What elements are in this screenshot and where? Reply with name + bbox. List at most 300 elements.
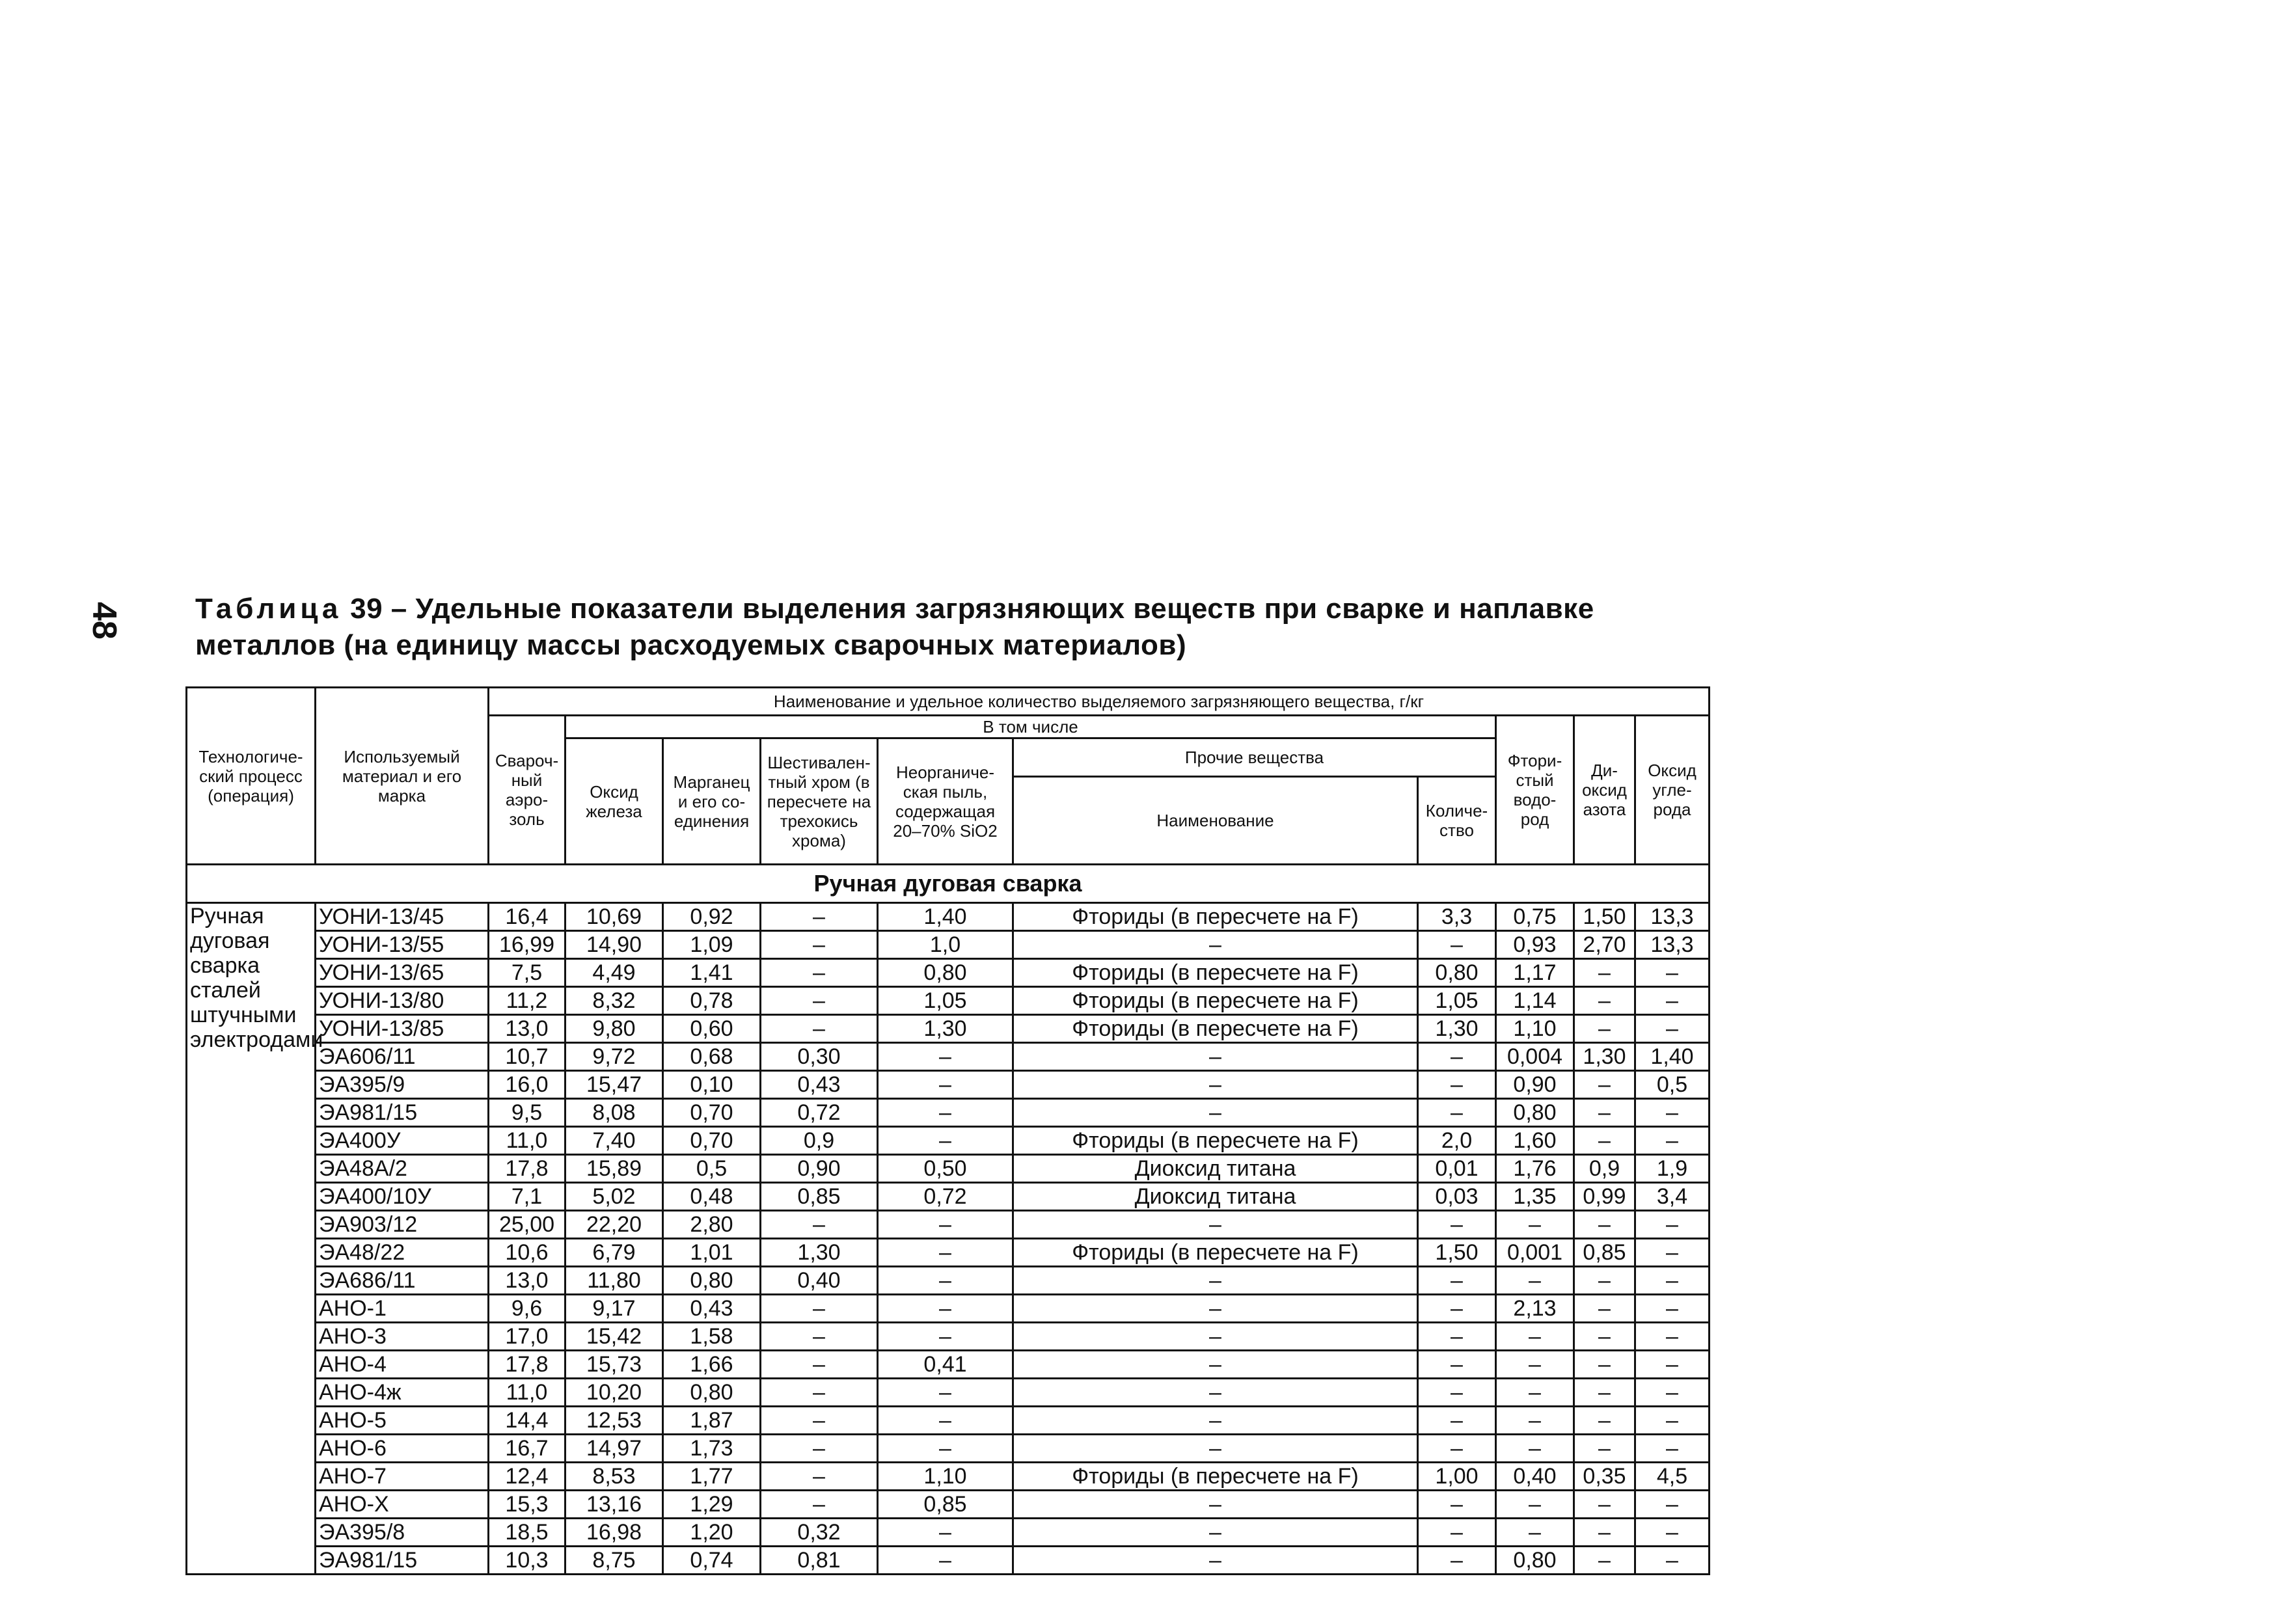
cell-other-qty: 1,30 xyxy=(1418,1015,1496,1043)
cell-hf: – xyxy=(1496,1491,1574,1519)
table-row xyxy=(187,1099,1710,1127)
header-dust: Неорганиче-ская пыль, содержащая 20–70% SiO2 xyxy=(878,738,1013,865)
section-heading: Ручная дуговая сварка xyxy=(187,865,1710,903)
cell-other-name: – xyxy=(1013,1211,1418,1239)
cell-hf: 0,80 xyxy=(1496,1099,1574,1127)
cell-dust: – xyxy=(878,1099,1013,1127)
cell-dust: 1,05 xyxy=(878,987,1013,1015)
table-row xyxy=(187,1211,1710,1239)
cell-co: – xyxy=(1635,1323,1710,1351)
table-row xyxy=(187,1547,1710,1575)
cell-dust: 0,50 xyxy=(878,1155,1013,1183)
cell-chromium: 0,30 xyxy=(761,1043,878,1071)
cell-other-name: Фториды (в пересчете на F) xyxy=(1013,1015,1418,1043)
cell-dust: – xyxy=(878,1043,1013,1071)
cell-hf: – xyxy=(1496,1267,1574,1295)
cell-co: – xyxy=(1635,1099,1710,1127)
cell-welding-aerosol: 10,7 xyxy=(489,1043,566,1071)
cell-no2: – xyxy=(1574,1323,1635,1351)
emissions-table xyxy=(185,686,1710,1575)
cell-no2: – xyxy=(1574,1351,1635,1379)
cell-manganese: 0,78 xyxy=(663,987,761,1015)
cell-hf: 1,14 xyxy=(1496,987,1574,1015)
cell-no2: 1,30 xyxy=(1574,1043,1635,1071)
cell-other-qty: 0,80 xyxy=(1418,959,1496,987)
cell-dust: 0,72 xyxy=(878,1183,1013,1211)
cell-dust: – xyxy=(878,1267,1013,1295)
cell-manganese: 0,48 xyxy=(663,1183,761,1211)
cell-welding-aerosol: 12,4 xyxy=(489,1463,566,1491)
cell-chromium: – xyxy=(761,1323,878,1351)
header-other-name: Наименование xyxy=(1013,777,1418,865)
cell-hf: 1,35 xyxy=(1496,1183,1574,1211)
cell-chromium: – xyxy=(761,1491,878,1519)
cell-manganese: 1,41 xyxy=(663,959,761,987)
header-process: Технологиче-ский процесс (операция) xyxy=(187,688,316,865)
cell-dust: 0,85 xyxy=(878,1491,1013,1519)
cell-hf: – xyxy=(1496,1407,1574,1435)
cell-manganese: 1,77 xyxy=(663,1463,761,1491)
header-co: Оксид угле-рода xyxy=(1635,716,1710,865)
header-group: Наименование и удельное количество выделяемого загрязняющего вещества, г/кг xyxy=(489,688,1710,716)
cell-hf: – xyxy=(1496,1351,1574,1379)
cell-welding-aerosol: 9,5 xyxy=(489,1099,566,1127)
cell-other-name: – xyxy=(1013,931,1418,959)
cell-co: – xyxy=(1635,1211,1710,1239)
cell-dust: – xyxy=(878,1239,1013,1267)
cell-hf: 0,40 xyxy=(1496,1463,1574,1491)
table-title-line2: металлов (на единицу массы расходуемых сварочных материалов) xyxy=(195,629,1187,661)
cell-co: – xyxy=(1635,1435,1710,1463)
cell-material: ЭА395/9 xyxy=(316,1071,489,1099)
cell-material: АНО-Х xyxy=(316,1491,489,1519)
cell-co: – xyxy=(1635,1379,1710,1407)
cell-other-qty: – xyxy=(1418,1351,1496,1379)
cell-manganese: 1,73 xyxy=(663,1435,761,1463)
cell-manganese: 0,5 xyxy=(663,1155,761,1183)
cell-hf: – xyxy=(1496,1519,1574,1547)
cell-iron-oxide: 15,42 xyxy=(566,1323,663,1351)
cell-welding-aerosol: 17,0 xyxy=(489,1323,566,1351)
cell-iron-oxide: 13,16 xyxy=(566,1491,663,1519)
cell-manganese: 1,87 xyxy=(663,1407,761,1435)
cell-iron-oxide: 6,79 xyxy=(566,1239,663,1267)
cell-iron-oxide: 9,17 xyxy=(566,1295,663,1323)
cell-welding-aerosol: 14,4 xyxy=(489,1407,566,1435)
header-no2: Ди-оксид азота xyxy=(1574,716,1635,865)
cell-material: ЭА48/22 xyxy=(316,1239,489,1267)
cell-hf: 0,75 xyxy=(1496,903,1574,931)
cell-welding-aerosol: 11,0 xyxy=(489,1379,566,1407)
table-row xyxy=(187,1351,1710,1379)
header-other-qty: Количе-ство xyxy=(1418,777,1496,865)
table-row xyxy=(187,1435,1710,1463)
cell-manganese: 1,66 xyxy=(663,1351,761,1379)
cell-material: АНО-1 xyxy=(316,1295,489,1323)
table-row xyxy=(187,1491,1710,1519)
cell-other-name: – xyxy=(1013,1379,1418,1407)
cell-no2: – xyxy=(1574,1407,1635,1435)
cell-welding-aerosol: 15,3 xyxy=(489,1491,566,1519)
cell-other-name: – xyxy=(1013,1491,1418,1519)
cell-welding-aerosol: 13,0 xyxy=(489,1015,566,1043)
table-row xyxy=(187,1379,1710,1407)
cell-no2: – xyxy=(1574,1267,1635,1295)
table-row xyxy=(187,931,1710,959)
cell-chromium: – xyxy=(761,931,878,959)
cell-manganese: 0,43 xyxy=(663,1295,761,1323)
cell-chromium: – xyxy=(761,987,878,1015)
cell-no2: – xyxy=(1574,1491,1635,1519)
cell-other-qty: – xyxy=(1418,1379,1496,1407)
cell-co: – xyxy=(1635,1267,1710,1295)
cell-dust: – xyxy=(878,1407,1013,1435)
cell-no2: 0,99 xyxy=(1574,1183,1635,1211)
cell-dust: 1,10 xyxy=(878,1463,1013,1491)
cell-other-qty: 1,05 xyxy=(1418,987,1496,1015)
cell-material: УОНИ-13/65 xyxy=(316,959,489,987)
cell-material: ЭА400У xyxy=(316,1127,489,1155)
cell-chromium: – xyxy=(761,1211,878,1239)
cell-material: ЭА686/11 xyxy=(316,1267,489,1295)
cell-iron-oxide: 22,20 xyxy=(566,1211,663,1239)
cell-dust: 0,41 xyxy=(878,1351,1013,1379)
cell-iron-oxide: 11,80 xyxy=(566,1267,663,1295)
cell-chromium: – xyxy=(761,1295,878,1323)
cell-co: – xyxy=(1635,959,1710,987)
cell-no2: – xyxy=(1574,1379,1635,1407)
cell-chromium: 0,90 xyxy=(761,1155,878,1183)
cell-manganese: 1,58 xyxy=(663,1323,761,1351)
cell-material: УОНИ-13/55 xyxy=(316,931,489,959)
cell-hf: 0,80 xyxy=(1496,1547,1574,1575)
table-row xyxy=(187,1463,1710,1491)
cell-other-qty: – xyxy=(1418,1211,1496,1239)
cell-dust: – xyxy=(878,1323,1013,1351)
cell-welding-aerosol: 10,3 xyxy=(489,1547,566,1575)
cell-dust: – xyxy=(878,1071,1013,1099)
table-row xyxy=(187,1407,1710,1435)
cell-co: – xyxy=(1635,1295,1710,1323)
cell-welding-aerosol: 10,6 xyxy=(489,1239,566,1267)
cell-co: 3,4 xyxy=(1635,1183,1710,1211)
cell-iron-oxide: 15,89 xyxy=(566,1155,663,1183)
cell-other-qty: – xyxy=(1418,1435,1496,1463)
cell-hf: 0,90 xyxy=(1496,1071,1574,1099)
table-title xyxy=(195,591,1666,664)
cell-no2: – xyxy=(1574,1547,1635,1575)
table-row xyxy=(187,1071,1710,1099)
cell-co: – xyxy=(1635,1127,1710,1155)
cell-other-qty: – xyxy=(1418,931,1496,959)
cell-co: – xyxy=(1635,1491,1710,1519)
cell-iron-oxide: 4,49 xyxy=(566,959,663,987)
cell-other-qty: – xyxy=(1418,1099,1496,1127)
cell-other-qty: 0,03 xyxy=(1418,1183,1496,1211)
cell-other-qty: 0,01 xyxy=(1418,1155,1496,1183)
cell-chromium: – xyxy=(761,1463,878,1491)
table-title-label: Таблица xyxy=(195,593,342,625)
cell-material: ЭА981/15 xyxy=(316,1099,489,1127)
cell-chromium: 1,30 xyxy=(761,1239,878,1267)
cell-other-qty: – xyxy=(1418,1491,1496,1519)
cell-material: ЭА606/11 xyxy=(316,1043,489,1071)
cell-co: – xyxy=(1635,1547,1710,1575)
header-iron-oxide: Оксид железа xyxy=(566,738,663,865)
page-number: 48 xyxy=(85,602,123,640)
cell-co: 0,5 xyxy=(1635,1071,1710,1099)
header-material: Используемый материал и его марка xyxy=(316,688,489,865)
cell-hf: – xyxy=(1496,1379,1574,1407)
cell-other-name: – xyxy=(1013,1323,1418,1351)
cell-other-name: Фториды (в пересчете на F) xyxy=(1013,1463,1418,1491)
table-body xyxy=(187,865,1710,1575)
cell-other-qty: 1,50 xyxy=(1418,1239,1496,1267)
cell-chromium: – xyxy=(761,1015,878,1043)
table-row xyxy=(187,1267,1710,1295)
cell-dust: – xyxy=(878,1435,1013,1463)
cell-other-name: Фториды (в пересчете на F) xyxy=(1013,1127,1418,1155)
cell-hf: – xyxy=(1496,1435,1574,1463)
header-welding-aerosol: Свароч-ный аэро-золь xyxy=(489,716,566,865)
cell-chromium: – xyxy=(761,1435,878,1463)
cell-iron-oxide: 8,32 xyxy=(566,987,663,1015)
cell-other-name: – xyxy=(1013,1519,1418,1547)
cell-welding-aerosol: 11,0 xyxy=(489,1127,566,1155)
cell-process: Ручная дуговая сварка сталей штучными электродами xyxy=(187,903,316,1575)
cell-welding-aerosol: 25,00 xyxy=(489,1211,566,1239)
cell-manganese: 2,80 xyxy=(663,1211,761,1239)
cell-material: АНО-4ж xyxy=(316,1379,489,1407)
cell-other-qty: – xyxy=(1418,1407,1496,1435)
cell-iron-oxide: 10,20 xyxy=(566,1379,663,1407)
cell-other-name: – xyxy=(1013,1295,1418,1323)
cell-no2: 1,50 xyxy=(1574,903,1635,931)
table-row xyxy=(187,1295,1710,1323)
cell-other-name: – xyxy=(1013,1407,1418,1435)
cell-other-qty: 2,0 xyxy=(1418,1127,1496,1155)
cell-manganese: 0,68 xyxy=(663,1043,761,1071)
cell-no2: – xyxy=(1574,1435,1635,1463)
cell-material: УОНИ-13/85 xyxy=(316,1015,489,1043)
cell-no2: 0,9 xyxy=(1574,1155,1635,1183)
cell-material: УОНИ-13/45 xyxy=(316,903,489,931)
cell-welding-aerosol: 17,8 xyxy=(489,1155,566,1183)
cell-manganese: 0,10 xyxy=(663,1071,761,1099)
cell-other-name: Фториды (в пересчете на F) xyxy=(1013,987,1418,1015)
cell-iron-oxide: 5,02 xyxy=(566,1183,663,1211)
cell-dust: – xyxy=(878,1547,1013,1575)
cell-iron-oxide: 10,69 xyxy=(566,903,663,931)
cell-co: – xyxy=(1635,1239,1710,1267)
emissions-table-container xyxy=(185,686,1708,1575)
cell-material: УОНИ-13/80 xyxy=(316,987,489,1015)
cell-material: ЭА400/10У xyxy=(316,1183,489,1211)
cell-co: 1,9 xyxy=(1635,1155,1710,1183)
cell-no2: – xyxy=(1574,959,1635,987)
cell-welding-aerosol: 16,99 xyxy=(489,931,566,959)
table-header xyxy=(187,688,1710,865)
cell-welding-aerosol: 16,7 xyxy=(489,1435,566,1463)
cell-dust: – xyxy=(878,1379,1013,1407)
cell-iron-oxide: 14,97 xyxy=(566,1435,663,1463)
cell-manganese: 1,20 xyxy=(663,1519,761,1547)
cell-dust: – xyxy=(878,1211,1013,1239)
cell-hf: 1,60 xyxy=(1496,1127,1574,1155)
cell-chromium: 0,85 xyxy=(761,1183,878,1211)
table-row xyxy=(187,959,1710,987)
cell-hf: 1,17 xyxy=(1496,959,1574,987)
cell-co: 1,40 xyxy=(1635,1043,1710,1071)
cell-other-name: – xyxy=(1013,1099,1418,1127)
cell-chromium: 0,9 xyxy=(761,1127,878,1155)
table-row xyxy=(187,1239,1710,1267)
cell-other-name: Диоксид титана xyxy=(1013,1183,1418,1211)
cell-manganese: 0,70 xyxy=(663,1099,761,1127)
cell-chromium: 0,72 xyxy=(761,1099,878,1127)
cell-dust: 0,80 xyxy=(878,959,1013,987)
cell-chromium: 0,40 xyxy=(761,1267,878,1295)
cell-other-name: Фториды (в пересчете на F) xyxy=(1013,959,1418,987)
cell-no2: – xyxy=(1574,1127,1635,1155)
cell-welding-aerosol: 7,5 xyxy=(489,959,566,987)
cell-manganese: 0,92 xyxy=(663,903,761,931)
cell-iron-oxide: 9,72 xyxy=(566,1043,663,1071)
cell-dust: 1,40 xyxy=(878,903,1013,931)
table-row xyxy=(187,903,1710,931)
cell-chromium: – xyxy=(761,1379,878,1407)
cell-no2: – xyxy=(1574,1099,1635,1127)
cell-iron-oxide: 8,53 xyxy=(566,1463,663,1491)
cell-material: АНО-4 xyxy=(316,1351,489,1379)
cell-material: ЭА903/12 xyxy=(316,1211,489,1239)
cell-co: – xyxy=(1635,1015,1710,1043)
cell-welding-aerosol: 16,0 xyxy=(489,1071,566,1099)
cell-other-qty: – xyxy=(1418,1295,1496,1323)
header-other: Прочие вещества xyxy=(1013,738,1496,777)
table-row xyxy=(187,1043,1710,1071)
cell-chromium: – xyxy=(761,1407,878,1435)
cell-hf: – xyxy=(1496,1323,1574,1351)
cell-manganese: 0,80 xyxy=(663,1379,761,1407)
cell-material: ЭА981/15 xyxy=(316,1547,489,1575)
cell-chromium: 0,32 xyxy=(761,1519,878,1547)
cell-no2: – xyxy=(1574,1295,1635,1323)
cell-manganese: 1,09 xyxy=(663,931,761,959)
cell-chromium: – xyxy=(761,903,878,931)
cell-material: АНО-6 xyxy=(316,1435,489,1463)
cell-iron-oxide: 8,08 xyxy=(566,1099,663,1127)
cell-hf: 1,76 xyxy=(1496,1155,1574,1183)
cell-iron-oxide: 15,47 xyxy=(566,1071,663,1099)
cell-other-qty: – xyxy=(1418,1323,1496,1351)
cell-dust: 1,30 xyxy=(878,1015,1013,1043)
header-including: В том числе xyxy=(566,716,1496,738)
cell-other-name: – xyxy=(1013,1547,1418,1575)
cell-hf: 0,004 xyxy=(1496,1043,1574,1071)
cell-other-qty: – xyxy=(1418,1547,1496,1575)
cell-other-name: – xyxy=(1013,1351,1418,1379)
cell-other-name: Диоксид титана xyxy=(1013,1155,1418,1183)
cell-no2: – xyxy=(1574,1211,1635,1239)
cell-no2: – xyxy=(1574,1071,1635,1099)
cell-no2: – xyxy=(1574,1015,1635,1043)
cell-iron-oxide: 14,90 xyxy=(566,931,663,959)
cell-no2: – xyxy=(1574,1519,1635,1547)
cell-dust: – xyxy=(878,1127,1013,1155)
cell-manganese: 0,80 xyxy=(663,1267,761,1295)
cell-iron-oxide: 8,75 xyxy=(566,1547,663,1575)
cell-co: 4,5 xyxy=(1635,1463,1710,1491)
cell-chromium: 0,43 xyxy=(761,1071,878,1099)
cell-welding-aerosol: 17,8 xyxy=(489,1351,566,1379)
table-row xyxy=(187,987,1710,1015)
cell-iron-oxide: 16,98 xyxy=(566,1519,663,1547)
cell-manganese: 1,29 xyxy=(663,1491,761,1519)
cell-co: – xyxy=(1635,987,1710,1015)
cell-manganese: 0,60 xyxy=(663,1015,761,1043)
cell-co: 13,3 xyxy=(1635,903,1710,931)
cell-iron-oxide: 9,80 xyxy=(566,1015,663,1043)
cell-welding-aerosol: 7,1 xyxy=(489,1183,566,1211)
header-manganese: Марганец и его со-единения xyxy=(663,738,761,865)
cell-co: – xyxy=(1635,1519,1710,1547)
cell-welding-aerosol: 9,6 xyxy=(489,1295,566,1323)
table-title-line1: 39 – Удельные показатели выделения загрязняющих веществ при сварке и наплавке xyxy=(342,593,1594,625)
cell-welding-aerosol: 11,2 xyxy=(489,987,566,1015)
table-row xyxy=(187,1323,1710,1351)
cell-co: 13,3 xyxy=(1635,931,1710,959)
cell-hf: 0,001 xyxy=(1496,1239,1574,1267)
cell-dust: – xyxy=(878,1519,1013,1547)
cell-co: – xyxy=(1635,1407,1710,1435)
cell-hf: – xyxy=(1496,1211,1574,1239)
cell-other-name: Фториды (в пересчете на F) xyxy=(1013,903,1418,931)
cell-no2: – xyxy=(1574,987,1635,1015)
cell-hf: 1,10 xyxy=(1496,1015,1574,1043)
table-row xyxy=(187,1155,1710,1183)
cell-other-name: – xyxy=(1013,1435,1418,1463)
cell-chromium: – xyxy=(761,1351,878,1379)
cell-other-name: – xyxy=(1013,1071,1418,1099)
cell-iron-oxide: 15,73 xyxy=(566,1351,663,1379)
cell-material: АНО-3 xyxy=(316,1323,489,1351)
table-row xyxy=(187,1127,1710,1155)
header-chromium: Шестивален-тный хром (в пересчете на трехокись хрома) xyxy=(761,738,878,865)
cell-welding-aerosol: 18,5 xyxy=(489,1519,566,1547)
table-row xyxy=(187,1015,1710,1043)
cell-dust: – xyxy=(878,1295,1013,1323)
cell-co: – xyxy=(1635,1351,1710,1379)
cell-other-name: Фториды (в пересчете на F) xyxy=(1013,1239,1418,1267)
cell-no2: 0,35 xyxy=(1574,1463,1635,1491)
cell-iron-oxide: 7,40 xyxy=(566,1127,663,1155)
cell-manganese: 0,70 xyxy=(663,1127,761,1155)
cell-chromium: – xyxy=(761,959,878,987)
cell-chromium: 0,81 xyxy=(761,1547,878,1575)
cell-other-name: – xyxy=(1013,1043,1418,1071)
cell-material: ЭА395/8 xyxy=(316,1519,489,1547)
cell-manganese: 1,01 xyxy=(663,1239,761,1267)
cell-welding-aerosol: 13,0 xyxy=(489,1267,566,1295)
cell-hf: 0,93 xyxy=(1496,931,1574,959)
cell-other-name: – xyxy=(1013,1267,1418,1295)
cell-other-qty: – xyxy=(1418,1043,1496,1071)
cell-material: ЭА48А/2 xyxy=(316,1155,489,1183)
cell-other-qty: 1,00 xyxy=(1418,1463,1496,1491)
cell-other-qty: – xyxy=(1418,1267,1496,1295)
cell-material: АНО-7 xyxy=(316,1463,489,1491)
